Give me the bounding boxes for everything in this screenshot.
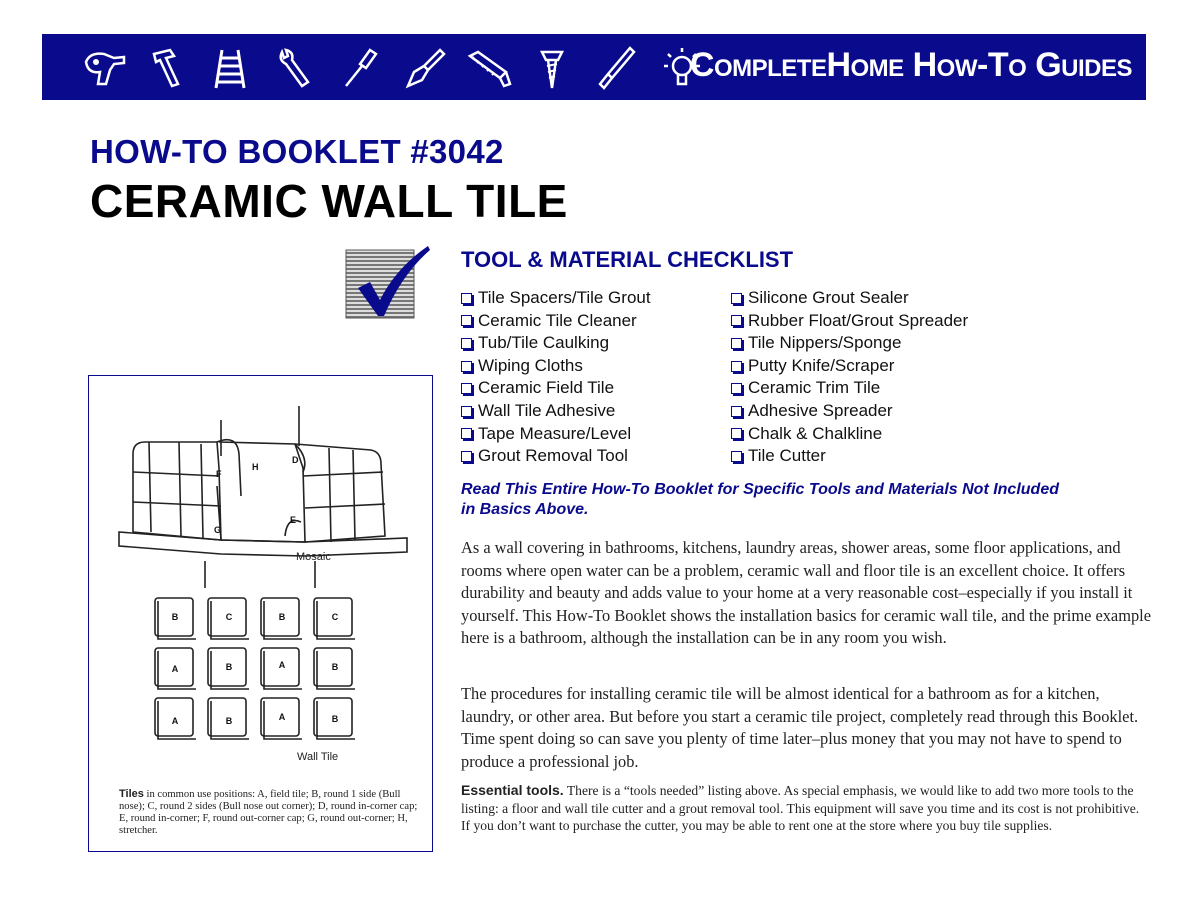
- checklist-item-label: Adhesive Spreader: [748, 400, 893, 420]
- tile-diagram: [89, 376, 432, 851]
- checklist-item-label: Wiping Cloths: [478, 355, 583, 375]
- header-banner: [42, 34, 1146, 100]
- checkbox-icon: [731, 315, 742, 326]
- checklist-item-label: Tile Spacers/Tile Grout: [478, 288, 651, 307]
- paintbrush-icon: [400, 44, 450, 92]
- checklist-item-label: Ceramic Trim Tile: [748, 378, 881, 398]
- checkbox-icon: [731, 428, 742, 439]
- checklist-item: [731, 287, 968, 310]
- checklist-item: [461, 310, 651, 333]
- screwdriver-icon: [336, 44, 386, 92]
- checklist-item-label: Ceramic Tile Cleaner: [478, 310, 637, 330]
- tile-letter: A: [171, 716, 179, 726]
- caption-lead: Tiles: [119, 788, 144, 800]
- checkbox-icon: [731, 383, 742, 394]
- flashlight-icon: [592, 44, 642, 92]
- checkbox-icon: [461, 361, 472, 372]
- tool-icon-strip: [80, 44, 706, 92]
- checklist-item-label: Tub/Tile Caulking: [478, 333, 610, 353]
- saw-icon: [464, 44, 514, 92]
- checklist-item-label: Rubber Float/Grout Spreader: [748, 310, 969, 330]
- checklist-item-label: Putty Knife/Scraper: [748, 355, 895, 375]
- essential-tools-text: There is a “tools needed” listing above. As special emphasis, we would like to add two more tools to the listing: a floor and wall tile cutter and a grout removal tool. This equipment will save you time and its cost is not prohibitive. If you don’t want to purchase the cutter, you may be able to rent one at the store where you buy tile supplies.: [461, 783, 1140, 833]
- essential-tools-paragraph: [461, 782, 1151, 835]
- checklist-item: [731, 310, 968, 333]
- screw-icon: [528, 44, 578, 92]
- checkbox-icon: [461, 383, 472, 394]
- checklist-item: [731, 377, 968, 400]
- tile-letter: B: [331, 662, 339, 672]
- checklist-item-label: Silicone Grout Sealer: [748, 288, 909, 307]
- checklist-item-label: Tile Nippers/Sponge: [748, 333, 902, 353]
- checklist-item-label: Wall Tile Adhesive: [478, 400, 616, 420]
- checkbox-icon: [731, 338, 742, 349]
- checklist-column-2: [731, 287, 968, 468]
- mosaic-letter: H: [252, 462, 259, 472]
- checklist-item: [731, 400, 968, 423]
- checklist-heading: TOOL & MATERIAL CHECKLIST: [461, 247, 794, 272]
- checklist-item-label: Chalk & Chalkline: [748, 423, 883, 443]
- checkbox-icon: [731, 451, 742, 462]
- checklist-item-label: Grout Removal Tool: [478, 446, 628, 466]
- ladder-icon: [208, 44, 258, 92]
- mosaic-letter: D: [292, 455, 299, 465]
- essential-tools-lead: Essential tools.: [461, 782, 564, 798]
- tile-letter: A: [278, 660, 286, 670]
- checkbox-icon: [461, 293, 472, 304]
- caption-text: in common use positions: A, field tile; B, round 1 side (Bull nose); C, round 2 sides (Bull nose out corner); D, round in-corner cap; E, round in-corner; F, round out-corner cap; G, round out-corner; H, stretcher.: [119, 789, 418, 836]
- mosaic-letter: F: [216, 469, 222, 479]
- checklist-item: [731, 355, 968, 378]
- checklist-item: [461, 287, 651, 310]
- intro-paragraph: As a wall covering in bathrooms, kitchens, laundry areas, shower areas, some floor applications, and rooms where open water can be a problem, ceramic wall and floor tile is an excellent choice. It offers durability and beauty and adds value to your home at a very reasonable cost–especially if you install it yourself. This How-To Booklet shows the installation basics for ceramic wall tile, and the prime example here is a bathroom, although the installation can be in any room you wish.: [461, 538, 1151, 647]
- checklist-item-label: Ceramic Field Tile: [478, 378, 615, 398]
- tile-letter: B: [225, 716, 233, 726]
- checkbox-icon: [731, 293, 742, 304]
- checkbox-icon: [731, 406, 742, 417]
- page-title: CERAMIC WALL TILE: [90, 175, 568, 227]
- procedure-paragraph: The procedures for installing ceramic tile will be almost identical for a bathroom as for a kitchen, laundry, or other area. But before you start a ceramic tile project, completely read through this Booklet. Time spent doing so can save you plenty of time later–plus money that you may not have to spend to produce a professional job.: [461, 684, 1139, 771]
- mosaic-letter: G: [214, 525, 222, 535]
- checklist-item-label: Tape Measure/Level: [478, 423, 632, 443]
- tile-letter: B: [278, 612, 286, 622]
- checkmark-icon: [344, 244, 430, 320]
- checkbox-icon: [461, 428, 472, 439]
- checkbox-icon: [461, 451, 472, 462]
- checklist-item: [461, 445, 651, 468]
- tile-letter: A: [171, 664, 179, 674]
- checklist-item: [731, 445, 968, 468]
- checklist-item: [461, 423, 651, 446]
- tile-letter: B: [225, 662, 233, 672]
- checklist-item: [731, 423, 968, 446]
- checkbox-icon: [461, 315, 472, 326]
- brand-title: [690, 46, 1132, 85]
- checklist-column-1: [461, 287, 651, 468]
- hammer-icon: [144, 44, 194, 92]
- checklist-item: [461, 332, 651, 355]
- checklist-item-label: Tile Cutter: [748, 446, 826, 466]
- booklet-number: HOW-TO BOOKLET #3042: [90, 133, 504, 170]
- tile-letter: B: [331, 714, 339, 724]
- checklist-note: Read This Entire How-To Booklet for Specific Tools and Materials Not Included in Basics Above.: [461, 481, 1059, 518]
- figure-caption: [119, 788, 419, 837]
- tile-letter: B: [171, 612, 179, 622]
- tile-figure: [88, 375, 433, 852]
- mosaic-label: Mosaic: [296, 551, 331, 563]
- checklist-item: [461, 377, 651, 400]
- checkbox-icon: [461, 338, 472, 349]
- checklist-item: [731, 332, 968, 355]
- checklist-item: [461, 400, 651, 423]
- wall-tile-label: Wall Tile: [297, 751, 339, 763]
- checkbox-icon: [461, 406, 472, 417]
- wrench-icon: [272, 44, 322, 92]
- mosaic-letter: E: [290, 515, 297, 525]
- brand-completehome: CompleteHome: [689, 46, 904, 84]
- brand-howto-guides: How-To Guides: [912, 46, 1132, 84]
- tile-letter: C: [225, 612, 233, 622]
- drill-icon: [80, 44, 130, 92]
- tile-letter: C: [331, 612, 339, 622]
- checklist-item: [461, 355, 651, 378]
- tile-letter: A: [278, 712, 286, 722]
- checkbox-icon: [731, 361, 742, 372]
